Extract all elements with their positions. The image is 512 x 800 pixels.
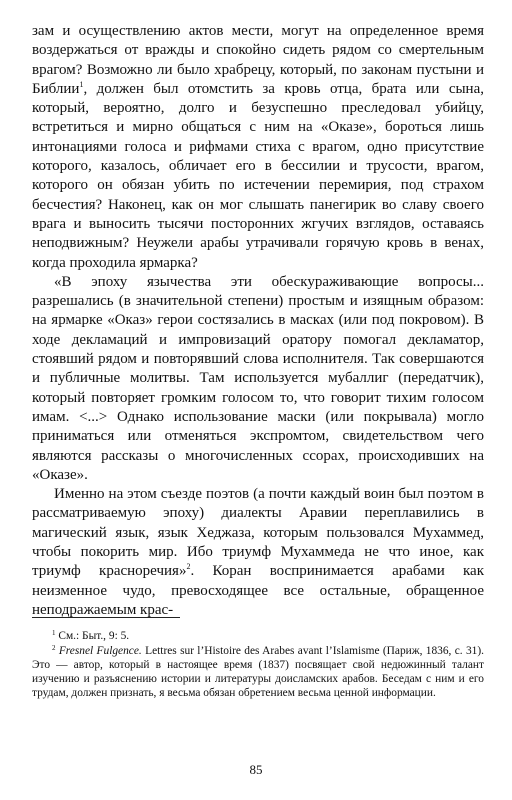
paragraph-text: «В эпоху язычества эти обескураживающие вопросы... разрешались (в значительной степени) простым и изящным образом: на ярмарке «Оказ» герои состязались в масках (или под покровом). В ходе декламаций и импровизаций оратору помогал декламатор, стоявший рядом и повторявший слова исполнителя. Так совершаются и публичные молитвы. Там используется мубаллиг (передатчик), который повторяет громким голосом то, что говорит тихим голосом имам. <...> Однако использование маски (или покрывала) могло приниматься или отменяться экспромтом, свидетельством чего являются рассказы о многочисленных ссорах, происходивших на «Оказе». — [32, 273, 484, 483]
page-number: 85 — [249, 762, 263, 777]
footnote-author: Fresnel Fulgence. — [58, 644, 142, 657]
paragraph-3 — [32, 485, 484, 620]
footnotes — [32, 630, 484, 702]
paragraph-text: , должен был отомстить за кровь отца, брата или сына, который, вероятно, долго и безуспешно преследовал убийцу, встретиться и мирно общаться с ним на «Оказе», бороться лишь интонациями голоса и рифмами стиха с врагом, одно присутствие которого, казалось, обличает его в бессилии и трусости, врагом, которого он обязан убить по истечении перемирия, под страхом бесчестия? Наконец, как он мог слышать панегирик во славу своего врага и выносить тысячи посторонних жгучих взглядов, оставаясь неподвижным? Неужели арабы утрачивали горячую кровь в венах, когда проходила ярмарка? — [32, 80, 484, 271]
footnote-ref-1: 1 — [79, 79, 84, 89]
footnote-ref-2: 2 — [186, 562, 191, 572]
footnote-mark: 1 — [52, 629, 56, 637]
footnote-text: Lettres sur l’Histoire des Arabes avant l’Islamisme (Париж, 1836, с. 31). Это — автор, который в настоящее время (1837) посвящает свой недюжинный талант изучению и разъяснению истории и литературы доисламских арабов. Беседам с ним и его трудам, должен признать, я весьма обязан обретением весьма ценной информации. — [32, 644, 484, 699]
footnote-1 — [32, 630, 484, 644]
footnote-divider — [32, 617, 180, 618]
main-text — [32, 22, 484, 620]
paragraph-2 — [32, 273, 484, 485]
footnote-text: См.: Быт., 9: 5. — [58, 630, 130, 642]
paragraph-text: зам и осуществлению актов мести, могут на определенное время воздержаться от вражды и спокойно сидеть рядом со смертельным врагом? Возможно ли было храбрецу, который, по законам пустыни и Библии — [32, 23, 484, 97]
paragraph-text: Именно на этом съезде поэтов (а почти каждый воин был поэтом в рассматриваемую эпоху) диалекты Аравии переплавились в магический язык, язык Хеджаза, которым пользовался Мухаммед, чтобы покорить мир. Ибо триумф Мухаммеда не что иное, как триумф красноречия» — [32, 486, 484, 580]
footnote-mark: 2 — [52, 643, 56, 652]
paragraph-text: . Коран воспринимается арабами как неизменное чудо, превосходящее все остальные, обращенное неподражаемым крас- — [32, 563, 484, 618]
footnote-2 — [32, 645, 484, 701]
paragraph-1 — [32, 22, 484, 273]
